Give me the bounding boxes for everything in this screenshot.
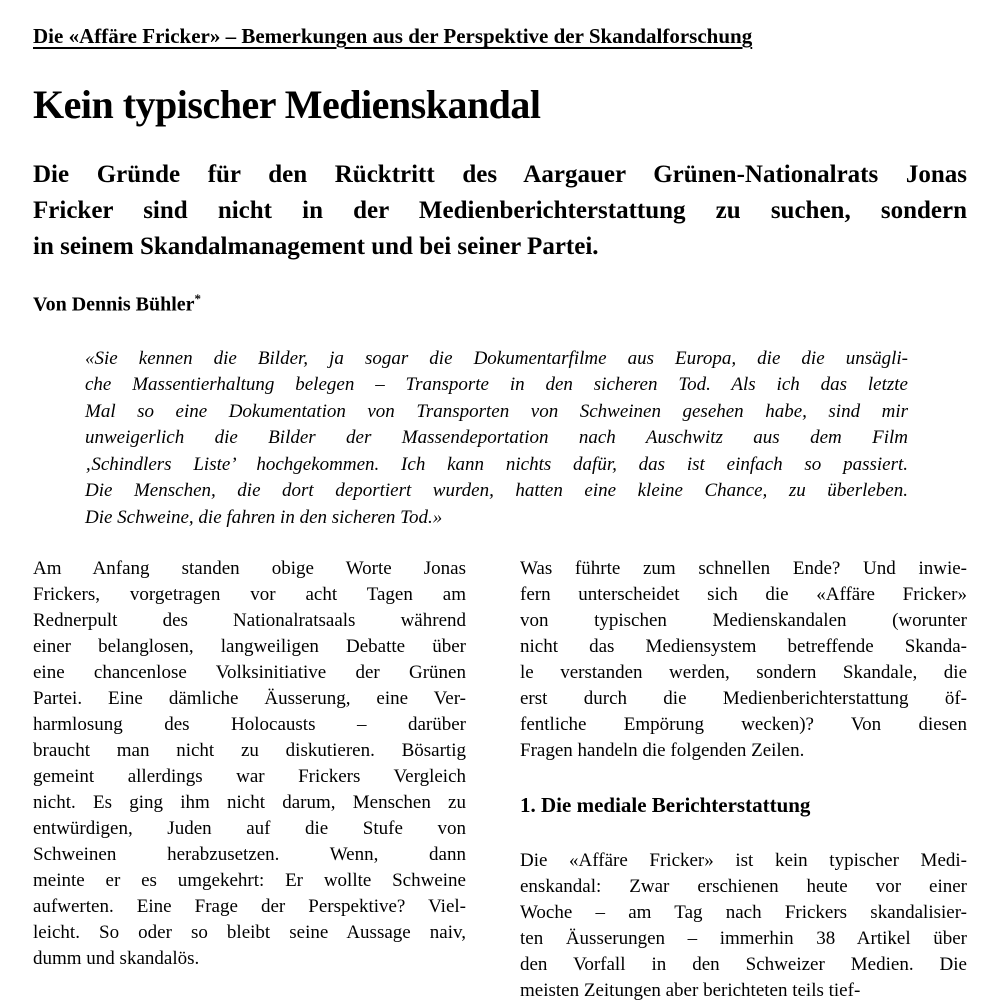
text-line: eine chancenlose Volksinitiative der Grünen	[33, 662, 466, 684]
text-line: Was führte zum schnellen Ende? Und inwie-	[520, 558, 967, 580]
section-heading: 1. Die mediale Berichterstattung	[520, 793, 811, 818]
text-line: fern unterscheidet sich die «Affäre Fricker»	[520, 584, 967, 606]
text-line: gemeint allerdings war Frickers Vergleich	[33, 766, 466, 788]
text-line: enskandal: Zwar erschienen heute vor einer	[520, 876, 967, 898]
text-line: Partei. Eine dämliche Äusserung, eine Ver-	[33, 688, 466, 710]
text-line: Die Schweine, die fahren in den sicheren Tod.»	[85, 506, 443, 528]
text-line: Die Menschen, die dort deportiert wurden, hatten eine kleine Chance, zu überleben.	[85, 480, 908, 502]
text-line: nicht das Mediensystem betreffende Skanda-	[520, 636, 967, 658]
text-line: fentliche Empörung wecken)? Von diesen	[520, 714, 967, 736]
text-line: Die «Affäre Fricker» ist kein typischer Medi-	[520, 850, 967, 872]
text-line: in seinem Skandalmanagement und bei seiner Partei.	[33, 233, 599, 260]
text-line: Fricker sind nicht in der Medienberichterstattung zu suchen, sondern	[33, 197, 967, 224]
article-kicker-text: Die «Affäre Fricker» – Bemerkungen aus der Perspektive der Skandalforschung	[33, 24, 753, 48]
byline-footnote-mark: *	[194, 291, 202, 306]
text-line: Rednerpult des Nationalratsaals während	[33, 610, 466, 632]
text-line: dumm und skandalös.	[33, 948, 200, 970]
text-line: Fragen handeln die folgenden Zeilen.	[520, 740, 805, 762]
pull-quote	[85, 346, 908, 532]
text-line: den Vorfall in den Schweizer Medien. Die	[520, 954, 967, 976]
text-line: le verstanden werden, sondern Skandale, die	[520, 662, 967, 684]
text-line: von typischen Medienskandalen (worunter	[520, 610, 967, 632]
text-line: Woche – am Tag nach Frickers skandalisier-	[520, 902, 967, 924]
article-byline	[33, 286, 967, 318]
text-line: braucht man nicht zu diskutieren. Bösartig	[33, 740, 466, 762]
article-kicker	[33, 0, 752, 50]
text-line: ‚Schindlers Liste’ hochgekommen. Ich kann nichts dafür, das ist einfach so passiert.	[85, 453, 908, 475]
text-line: ten Äusserungen – immerhin 38 Artikel über	[520, 928, 967, 950]
text-line: Frickers, vorgetragen vor acht Tagen am	[33, 584, 466, 606]
right-paragraph-1	[520, 556, 967, 764]
text-line: che Massentierhaltung belegen – Transporte in den sicheren Tod. Als ich das letzte	[85, 374, 908, 396]
text-line: unweigerlich die Bilder der Massendeportation nach Auschwitz aus dem Film	[85, 427, 908, 449]
article-subtitle	[33, 157, 967, 265]
body-column-left	[33, 556, 466, 1004]
text-line: nicht. Es ging ihm nicht darum, Menschen zu	[33, 792, 466, 814]
text-line: aufwerten. Eine Frage der Perspektive? Viel-	[33, 896, 466, 918]
text-line: leicht. So oder so bleibt seine Aussage naiv,	[33, 922, 466, 944]
text-line: meisten Zeitungen aber berichteten teils tief-	[520, 980, 861, 1002]
text-line: Mal so eine Dokumentation von Transporten von Schweinen gesehen habe, sind mir	[85, 400, 908, 422]
text-line: Die Gründe für den Rücktritt des Aargauer Grünen-Nationalrats Jonas	[33, 161, 967, 188]
text-line: einer belanglosen, langweiligen Debatte über	[33, 636, 466, 658]
text-line: Schweinen herabzusetzen. Wenn, dann	[33, 844, 466, 866]
text-line: erst durch die Medienberichterstattung öf-	[520, 688, 967, 710]
article-title: Kein typischer Medienskandal	[33, 82, 541, 127]
body-column-right	[520, 556, 967, 1004]
text-line: harmlosung des Holocausts – darüber	[33, 714, 466, 736]
byline-text: Von Dennis Bühler	[33, 293, 195, 316]
left-paragraph	[33, 556, 466, 972]
text-line: meinte er es umgekehrt: Er wollte Schweine	[33, 870, 466, 892]
right-paragraph-2	[520, 848, 967, 1004]
text-line: Am Anfang standen obige Worte Jonas	[33, 558, 466, 580]
text-line: «Sie kennen die Bilder, ja sogar die Dokumentarfilme aus Europa, die die unsägli-	[85, 347, 908, 369]
text-line: entwürdigen, Juden auf die Stufe von	[33, 818, 466, 840]
body-columns	[33, 556, 967, 1004]
